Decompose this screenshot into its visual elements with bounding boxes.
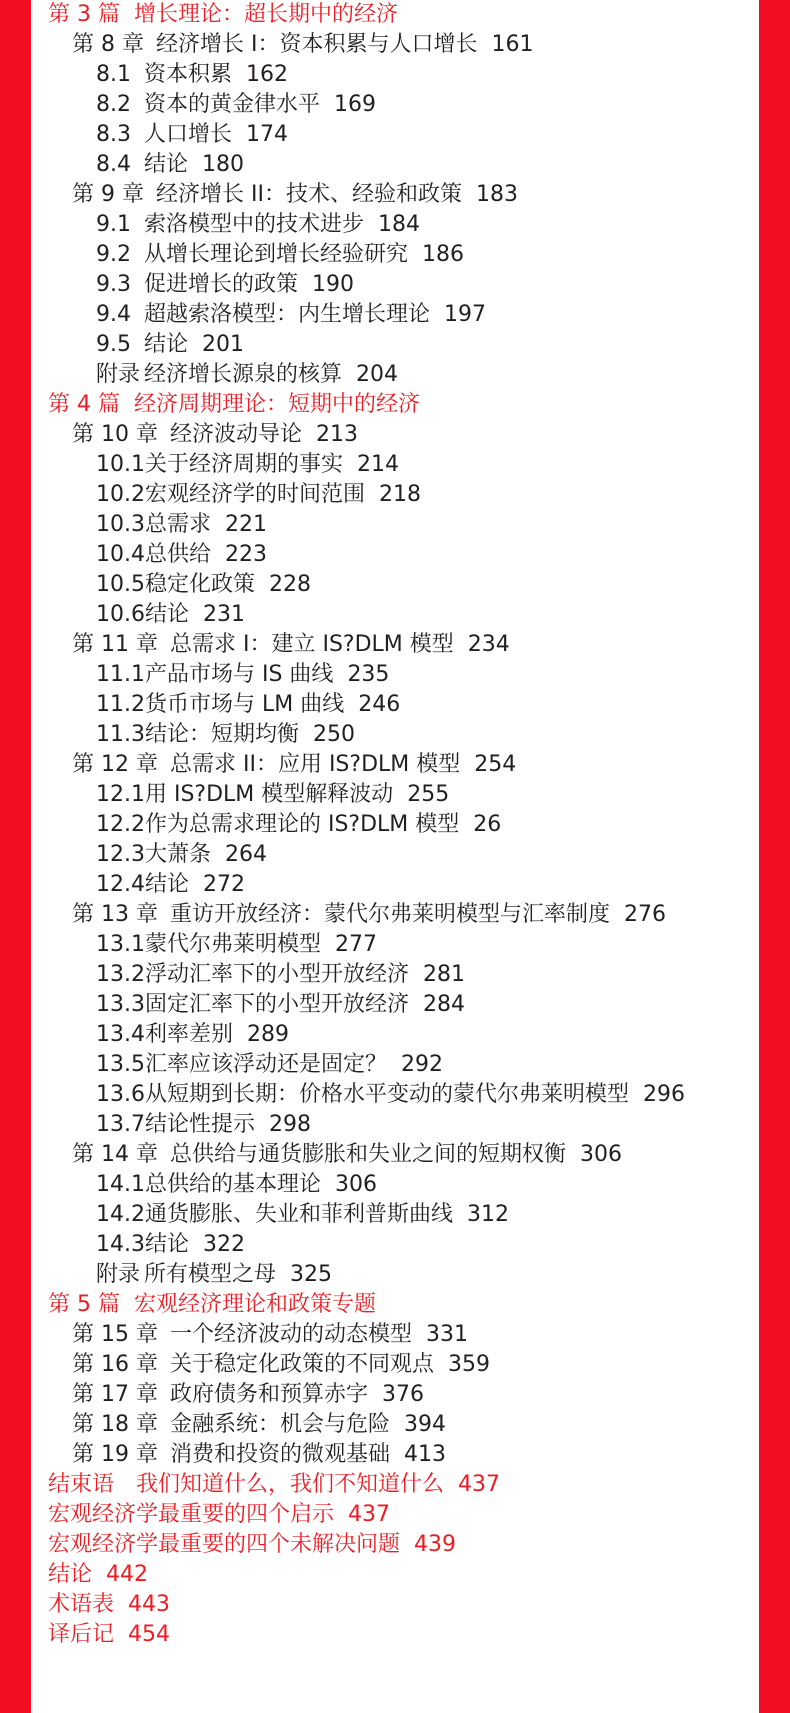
toc-entry-number: 12.3 xyxy=(96,842,145,867)
toc-entry-page-number: 183 xyxy=(475,182,518,207)
toc-section-entry[interactable] xyxy=(48,810,758,840)
toc-backmatter-entry[interactable] xyxy=(48,1470,758,1500)
toc-backmatter-entry[interactable] xyxy=(48,1560,758,1590)
toc-entry-page-number: 218 xyxy=(379,482,421,507)
toc-section-entry[interactable] xyxy=(48,690,758,720)
toc-entry-number: 第 16 章 xyxy=(72,1352,158,1377)
toc-entry-number: 第 11 章 xyxy=(72,632,158,657)
toc-entry-title: 宏观经济学最重要的四个未解决问题 xyxy=(48,1532,401,1557)
toc-entry-title: 从短期到长期：价格水平变动的蒙代尔弗莱明模型 xyxy=(144,1082,629,1107)
toc-entry-number: 第 9 章 xyxy=(72,182,144,207)
toc-entry-number: 第 12 章 xyxy=(72,752,158,777)
toc-entry-page-number: 413 xyxy=(404,1442,446,1467)
toc-entry-title: 一个经济波动的动态模型 xyxy=(169,1322,412,1347)
toc-entry-page-number: 184 xyxy=(378,212,421,237)
toc-entry-page-number: 228 xyxy=(269,572,311,597)
toc-entry-number: 10.1 xyxy=(96,452,145,477)
toc-chapter-entry[interactable] xyxy=(48,30,758,60)
toc-entry-page-number: 292 xyxy=(401,1052,443,1077)
toc-entry-page-number: 298 xyxy=(269,1112,311,1137)
toc-entry-number: 9.1 xyxy=(96,212,131,237)
toc-entry-page-number: 246 xyxy=(358,692,401,717)
toc-entry-page-number: 331 xyxy=(426,1322,468,1347)
toc-entry-title: 经济增长 II：技术、经验和政策 xyxy=(155,182,462,207)
toc-entry-page-number: 296 xyxy=(643,1082,685,1107)
toc-entry-number: 附录 xyxy=(96,362,141,387)
toc-chapter-entry[interactable] xyxy=(48,750,758,780)
toc-entry-number: 10.5 xyxy=(96,572,145,597)
toc-entry-title: 术语表 xyxy=(48,1592,115,1617)
toc-entry-title: 所有模型之母 xyxy=(144,1262,277,1287)
toc-chapter-entry[interactable] xyxy=(48,1380,758,1410)
toc-section-entry[interactable] xyxy=(48,600,758,630)
toc-entry-title: 宏观经济学最重要的四个启示 xyxy=(48,1502,335,1527)
toc-entry-page-number: 234 xyxy=(467,632,510,657)
toc-section-entry[interactable] xyxy=(48,240,758,270)
toc-section-entry[interactable] xyxy=(48,870,758,900)
toc-entry-title: 结论 xyxy=(144,872,189,897)
toc-section-entry[interactable] xyxy=(48,540,758,570)
toc-section-entry[interactable] xyxy=(48,60,758,90)
toc-entry-page-number: 437 xyxy=(348,1502,391,1527)
toc-entry-page-number: 201 xyxy=(202,332,245,357)
toc-part-entry[interactable] xyxy=(48,1290,758,1320)
toc-entry-number: 11.1 xyxy=(96,662,145,687)
toc-section-entry[interactable] xyxy=(48,210,758,240)
toc-entry-number: 13.6 xyxy=(96,1082,145,1107)
toc-chapter-entry[interactable] xyxy=(48,420,758,450)
toc-chapter-entry[interactable] xyxy=(48,1320,758,1350)
toc-entry-page-number: 312 xyxy=(467,1202,509,1227)
toc-entry-page-number: 204 xyxy=(356,362,399,387)
toc-entry-page-number: 180 xyxy=(202,152,245,177)
toc-entry-page-number: 254 xyxy=(474,752,517,777)
toc-entry-page-number: 454 xyxy=(128,1622,171,1647)
toc-backmatter-entry[interactable] xyxy=(48,1590,758,1620)
toc-entry-page-number: 289 xyxy=(247,1022,289,1047)
toc-entry-title: 结论 xyxy=(48,1562,93,1587)
toc-backmatter-entry[interactable] xyxy=(48,1620,758,1650)
toc-entry-title: 促进增长的政策 xyxy=(144,272,299,297)
toc-entry-number: 13.4 xyxy=(96,1022,145,1047)
toc-entry-page-number: 394 xyxy=(404,1412,446,1437)
toc-entry-title: 蒙代尔弗莱明模型 xyxy=(144,932,321,957)
toc-entry-page-number: 281 xyxy=(423,962,465,987)
toc-entry-number: 第 10 章 xyxy=(72,422,158,447)
toc-entry-title: 总供给的基本理论 xyxy=(144,1172,321,1197)
toc-entry-number: 14.2 xyxy=(96,1202,145,1227)
toc-entry-page-number: 284 xyxy=(423,992,465,1017)
toc-entry-page-number: 186 xyxy=(422,242,465,267)
toc-section-entry[interactable] xyxy=(48,660,758,690)
toc-entry-page-number: 169 xyxy=(334,92,377,117)
toc-chapter-entry[interactable] xyxy=(48,1410,758,1440)
toc-section-entry[interactable] xyxy=(48,450,758,480)
toc-section-entry[interactable] xyxy=(48,510,758,540)
toc-entry-number: 12.4 xyxy=(96,872,145,897)
toc-entry-number: 第 5 篇 xyxy=(48,1292,120,1317)
toc-entry-number: 12.1 xyxy=(96,782,145,807)
toc-entry-page-number: 26 xyxy=(473,812,502,837)
toc-entry-page-number: 213 xyxy=(316,422,358,447)
toc-entry-number: 14.1 xyxy=(96,1172,145,1197)
toc-entry-title: 从增长理论到增长经验研究 xyxy=(144,242,409,267)
toc-entry-title: 汇率应该浮动还是固定？ xyxy=(144,1052,387,1077)
toc-entry-number: 9.3 xyxy=(96,272,131,297)
toc-section-entry[interactable] xyxy=(48,780,758,810)
toc-entry-title: 产品市场与 IS 曲线 xyxy=(144,662,334,687)
toc-entry-page-number: 161 xyxy=(491,32,534,57)
toc-chapter-entry[interactable] xyxy=(48,1440,758,1470)
toc-section-entry[interactable] xyxy=(48,930,758,960)
toc-entry-number: 9.4 xyxy=(96,302,131,327)
toc-section-entry[interactable] xyxy=(48,270,758,300)
toc-entry-number: 13.3 xyxy=(96,992,145,1017)
toc-entry-title: 政府债务和预算赤字 xyxy=(169,1382,368,1407)
toc-section-entry[interactable] xyxy=(48,720,758,750)
toc-entry-page-number: 306 xyxy=(335,1172,377,1197)
toc-section-entry[interactable] xyxy=(48,1170,758,1200)
toc-entry-number: 13.5 xyxy=(96,1052,145,1077)
toc-entry-title: 作为总需求理论的 IS?DLM 模型 xyxy=(144,812,460,837)
toc-entry-title: 大萧条 xyxy=(144,842,211,867)
toc-section-entry[interactable] xyxy=(48,570,758,600)
toc-entry-page-number: 223 xyxy=(225,542,267,567)
toc-entry-title: 结论：短期均衡 xyxy=(144,722,299,747)
toc-entry-page-number: 235 xyxy=(347,662,390,687)
toc-entry-page-number: 376 xyxy=(382,1382,424,1407)
toc-entry-title: 稳定化政策 xyxy=(144,572,255,597)
toc-entry-title: 总需求 xyxy=(144,512,211,537)
toc-entry-number: 13.2 xyxy=(96,962,145,987)
toc-entry-number: 附录 xyxy=(96,1262,141,1287)
toc-entry-title: 结束语 我们知道什么，我们不知道什么 xyxy=(48,1472,445,1497)
toc-entry-title: 结论性提示 xyxy=(144,1112,255,1137)
toc-section-entry[interactable] xyxy=(48,1230,758,1260)
toc-entry-title: 经济增长 I：资本积累与人口增长 xyxy=(155,32,478,57)
toc-entry-title: 宏观经济学的时间范围 xyxy=(144,482,365,507)
toc-entry-title: 金融系统：机会与危险 xyxy=(169,1412,390,1437)
toc-entry-number: 8.1 xyxy=(96,62,131,87)
toc-entry-number: 10.4 xyxy=(96,542,145,567)
toc-section-entry[interactable] xyxy=(48,1080,758,1110)
toc-entry-title: 消费和投资的微观基础 xyxy=(169,1442,390,1467)
toc-entry-number: 14.3 xyxy=(96,1232,145,1257)
toc-backmatter-entry[interactable] xyxy=(48,1500,758,1530)
toc-entry-number: 第 14 章 xyxy=(72,1142,158,1167)
toc-entry-number: 11.2 xyxy=(96,692,145,717)
toc-entry-title: 索洛模型中的技术进步 xyxy=(144,212,365,237)
toc-entry-number: 第 17 章 xyxy=(72,1382,158,1407)
toc-entry-title: 结论 xyxy=(144,152,189,177)
toc-entry-title: 通货膨胀、失业和菲利普斯曲线 xyxy=(144,1202,453,1227)
toc-section-entry[interactable] xyxy=(48,300,758,330)
toc-entry-title: 增长理论：超长期中的经济 xyxy=(133,2,398,27)
toc-page xyxy=(31,0,759,1713)
toc-entry-title: 超越索洛模型：内生增长理论 xyxy=(144,302,431,327)
toc-entry-number: 第 3 篇 xyxy=(48,2,120,27)
toc-entry-title: 利率差别 xyxy=(144,1022,233,1047)
toc-entry-page-number: 162 xyxy=(246,62,289,87)
toc-entry-number: 10.3 xyxy=(96,512,145,537)
toc-entry-title: 总供给与通货膨胀和失业之间的短期权衡 xyxy=(169,1142,566,1167)
toc-entry-title: 关于稳定化政策的不同观点 xyxy=(169,1352,434,1377)
toc-entry-number: 第 15 章 xyxy=(72,1322,158,1347)
toc-entry-page-number: 359 xyxy=(448,1352,490,1377)
toc-section-entry[interactable] xyxy=(48,330,758,360)
toc-entry-title: 固定汇率下的小型开放经济 xyxy=(144,992,409,1017)
toc-entry-number: 第 13 章 xyxy=(72,902,158,927)
toc-entry-number: 8.3 xyxy=(96,122,131,147)
toc-entry-page-number: 221 xyxy=(225,512,267,537)
toc-chapter-entry[interactable] xyxy=(48,1140,758,1170)
toc-section-entry[interactable] xyxy=(48,960,758,990)
toc-entry-page-number: 231 xyxy=(203,602,245,627)
toc-entry-number: 13.7 xyxy=(96,1112,145,1137)
toc-entry-number: 第 18 章 xyxy=(72,1412,158,1437)
toc-section-entry[interactable] xyxy=(48,1020,758,1050)
toc-section-entry[interactable] xyxy=(48,1200,758,1230)
toc-entry-number: 10.6 xyxy=(96,602,145,627)
toc-entry-title: 资本的黄金律水平 xyxy=(144,92,321,117)
toc-section-entry[interactable] xyxy=(48,840,758,870)
toc-section-entry[interactable] xyxy=(48,360,758,390)
toc-section-entry[interactable] xyxy=(48,480,758,510)
toc-entry-page-number: 325 xyxy=(290,1262,333,1287)
table-of-contents xyxy=(48,0,758,1650)
toc-entry-number: 11.3 xyxy=(96,722,145,747)
toc-section-entry[interactable] xyxy=(48,1260,758,1290)
toc-entry-page-number: 190 xyxy=(312,272,355,297)
toc-entry-page-number: 322 xyxy=(203,1232,245,1257)
toc-chapter-entry[interactable] xyxy=(48,630,758,660)
toc-entry-number: 8.4 xyxy=(96,152,131,177)
toc-entry-page-number: 174 xyxy=(246,122,289,147)
toc-entry-number: 13.1 xyxy=(96,932,145,957)
toc-entry-page-number: 276 xyxy=(624,902,666,927)
toc-entry-page-number: 439 xyxy=(414,1532,457,1557)
toc-entry-number: 12.2 xyxy=(96,812,145,837)
toc-entry-title: 总需求 II：应用 IS?DLM 模型 xyxy=(169,752,461,777)
toc-part-entry[interactable] xyxy=(48,0,758,30)
toc-section-entry[interactable] xyxy=(48,990,758,1020)
toc-part-entry[interactable] xyxy=(48,390,758,420)
toc-entry-title: 经济周期理论：短期中的经济 xyxy=(133,392,420,417)
toc-entry-page-number: 442 xyxy=(106,1562,149,1587)
toc-entry-title: 用 IS?DLM 模型解释波动 xyxy=(144,782,394,807)
toc-entry-title: 译后记 xyxy=(48,1622,115,1647)
toc-entry-page-number: 437 xyxy=(458,1472,501,1497)
toc-entry-number: 第 4 篇 xyxy=(48,392,120,417)
left-red-border xyxy=(0,0,31,1713)
toc-entry-title: 货币市场与 LM 曲线 xyxy=(144,692,345,717)
right-red-border xyxy=(759,0,790,1713)
toc-entry-page-number: 250 xyxy=(313,722,355,747)
toc-entry-page-number: 214 xyxy=(357,452,399,477)
toc-section-entry[interactable] xyxy=(48,90,758,120)
toc-entry-title: 总供给 xyxy=(144,542,211,567)
toc-entry-title: 结论 xyxy=(144,332,189,357)
toc-entry-number: 第 19 章 xyxy=(72,1442,158,1467)
toc-entry-title: 经济增长源泉的核算 xyxy=(144,362,343,387)
toc-section-entry[interactable] xyxy=(48,150,758,180)
toc-entry-page-number: 277 xyxy=(335,932,377,957)
toc-entry-title: 结论 xyxy=(144,1232,189,1257)
toc-entry-number: 10.2 xyxy=(96,482,145,507)
toc-entry-title: 总需求 I：建立 IS?DLM 模型 xyxy=(169,632,454,657)
toc-entry-number: 9.5 xyxy=(96,332,131,357)
toc-entry-page-number: 197 xyxy=(444,302,487,327)
toc-section-entry[interactable] xyxy=(48,1050,758,1080)
toc-chapter-entry[interactable] xyxy=(48,180,758,210)
toc-entry-number: 9.2 xyxy=(96,242,131,267)
toc-entry-title: 人口增长 xyxy=(144,122,233,147)
toc-entry-title: 重访开放经济：蒙代尔弗莱明模型与汇率制度 xyxy=(169,902,610,927)
toc-section-entry[interactable] xyxy=(48,120,758,150)
toc-entry-title: 浮动汇率下的小型开放经济 xyxy=(144,962,409,987)
toc-chapter-entry[interactable] xyxy=(48,900,758,930)
toc-entry-page-number: 272 xyxy=(203,872,245,897)
toc-entry-page-number: 306 xyxy=(580,1142,622,1167)
toc-entry-page-number: 264 xyxy=(225,842,267,867)
toc-section-entry[interactable] xyxy=(48,1110,758,1140)
toc-entry-title: 宏观经济理论和政策专题 xyxy=(133,1292,376,1317)
toc-entry-title: 关于经济周期的事实 xyxy=(144,452,343,477)
toc-chapter-entry[interactable] xyxy=(48,1350,758,1380)
toc-backmatter-entry[interactable] xyxy=(48,1530,758,1560)
toc-entry-title: 结论 xyxy=(144,602,189,627)
toc-entry-title: 经济波动导论 xyxy=(169,422,302,447)
toc-entry-page-number: 255 xyxy=(407,782,450,807)
toc-entry-number: 8.2 xyxy=(96,92,131,117)
toc-entry-page-number: 443 xyxy=(128,1592,171,1617)
toc-entry-title: 资本积累 xyxy=(144,62,233,87)
toc-entry-number: 第 8 章 xyxy=(72,32,144,57)
